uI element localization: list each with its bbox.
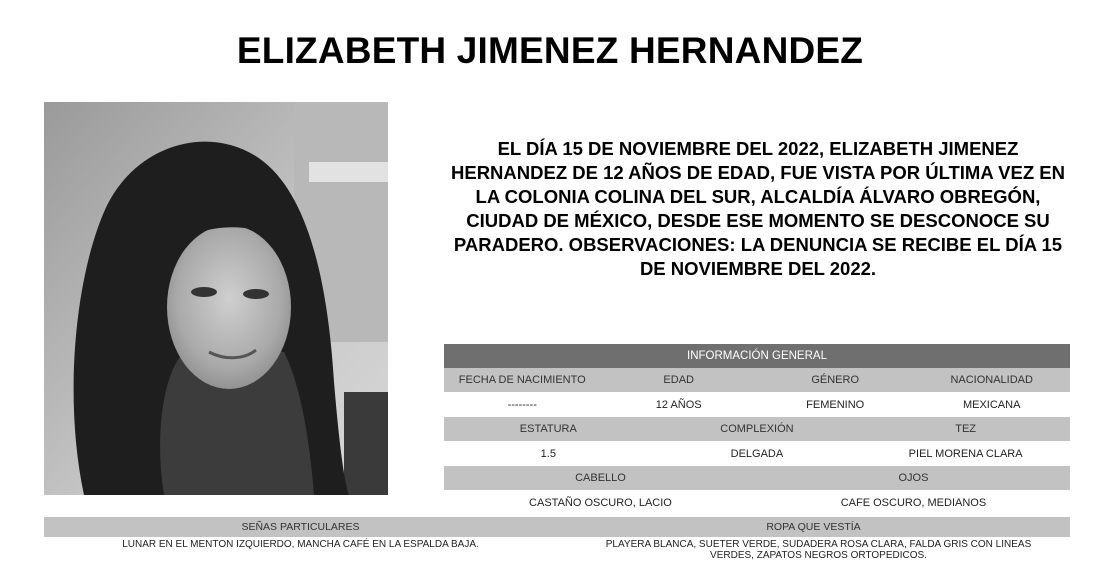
label-height: ESTATURA <box>444 417 653 441</box>
person-photo <box>44 102 388 495</box>
value-gender: FEMENINO <box>757 392 913 417</box>
label-distinguishing-marks: SEÑAS PARTICULARES <box>44 517 557 537</box>
case-description: EL DÍA 15 DE NOVIEMBRE DEL 2022, ELIZABETH JIMENEZ HERNANDEZ DE 12 AÑOS DE EDAD, FUE VISTA POR ÚLTIMA VEZ EN LA COLONIA COLINA DEL SUR, ALCALDÍA ÁLVARO OBREGÓN, CIUDAD DE MÉXICO, DESDE ESE MOMENTO SE DESCONOCE SU PARADERO. OBSERVACIONES: LA DENUNCIA SE RECIBE EL DÍA 15 DE NOVIEMBRE DEL 2022. <box>451 138 1065 279</box>
value-nationality: MEXICANA <box>913 392 1070 417</box>
value-clothing: PLAYERA BLANCA, SUETER VERDE, SUDADERA ROSA CLARA, FALDA GRIS CON LINEAS VERDES, ZAPATOS NEGROS ORTOPEDICOS. <box>605 539 1032 561</box>
value-complexion: PIEL MORENA CLARA <box>861 441 1070 466</box>
general-info-header: INFORMACIÓN GENERAL <box>444 344 1070 368</box>
general-info-table <box>444 344 1070 515</box>
value-distinguishing-marks: LUNAR EN EL MENTON IZQUIERDO, MANCHA CAFÉ EN LA ESPALDA BAJA. <box>122 539 479 550</box>
label-eyes: OJOS <box>757 466 1070 490</box>
label-age: EDAD <box>600 368 756 392</box>
value-hair: CASTAÑO OSCURO, LACIO <box>444 490 757 515</box>
value-eyes: CAFE OSCURO, MEDIANOS <box>757 490 1070 515</box>
value-age: 12 AÑOS <box>600 392 756 417</box>
page-title: ELIZABETH JIMENEZ HERNANDEZ <box>236 30 864 71</box>
label-hair: CABELLO <box>444 466 757 490</box>
value-height: 1.5 <box>444 441 653 466</box>
value-birthdate: -------- <box>444 392 600 417</box>
label-birthdate: FECHA DE NACIMIENTO <box>444 368 600 392</box>
label-gender: GÉNERO <box>757 368 913 392</box>
label-complexion: TEZ <box>861 417 1070 441</box>
label-nationality: NACIONALIDAD <box>913 368 1070 392</box>
label-clothing: ROPA QUE VESTÍA <box>557 517 1070 537</box>
particulars-table <box>44 517 1070 561</box>
value-build: DELGADA <box>653 441 862 466</box>
label-build: COMPLEXIÓN <box>653 417 862 441</box>
